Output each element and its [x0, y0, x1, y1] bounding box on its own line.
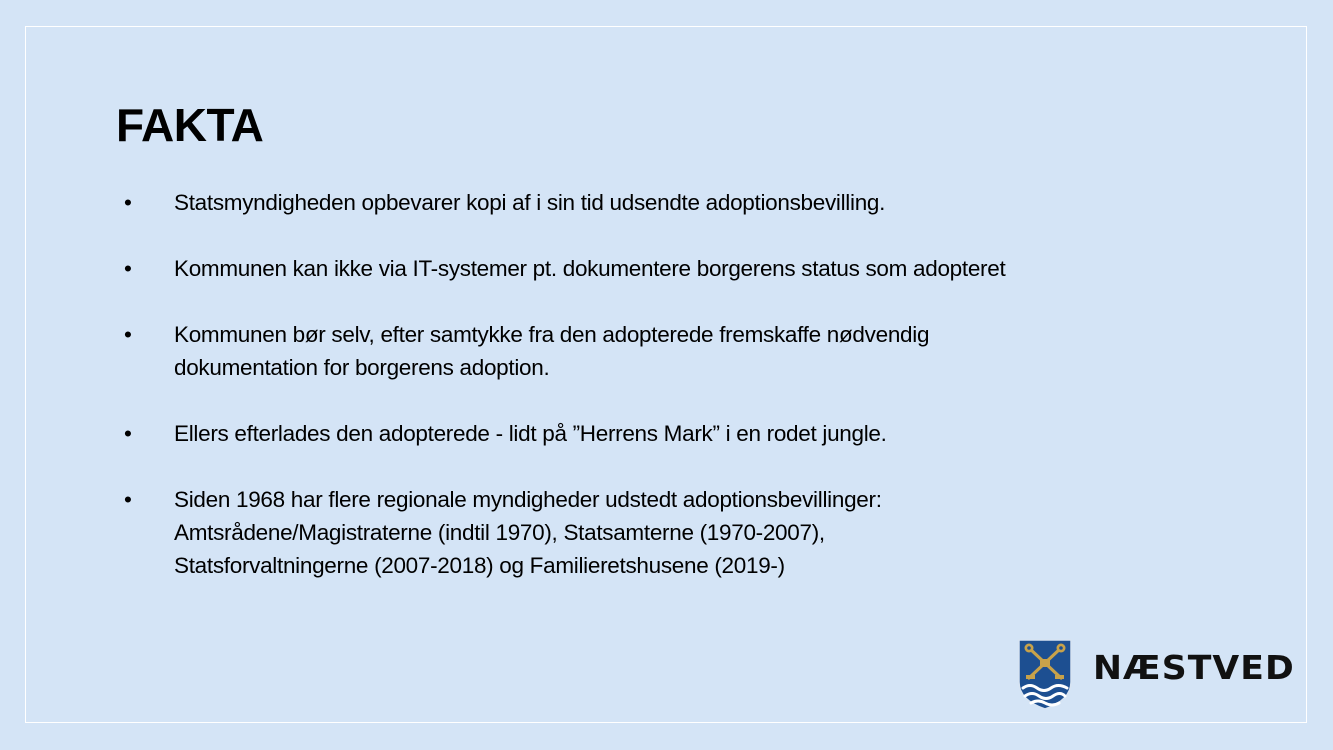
- naestved-logo: [1017, 638, 1295, 712]
- naestved-coat-of-arms-icon: [1017, 638, 1073, 710]
- bullet-marker: •: [124, 256, 132, 281]
- bullet-item: [124, 417, 1224, 450]
- bullet-item: [124, 318, 1224, 384]
- bullet-marker: •: [124, 190, 132, 215]
- bullet-text: Siden 1968 har flere regionale myndigheder udstedt adoptionsbevillinger: Amtsrådene/Magistraterne (indtil 1970), Statsamterne (1970-2007), Statsforvaltningerne (2007-2018) og Familieretshusene (2019-): [174, 487, 882, 578]
- bullet-list: [124, 186, 1224, 615]
- bullet-text: Statsmyndigheden opbevarer kopi af i sin tid udsendte adoptionsbevilling.: [174, 190, 886, 215]
- bullet-text: Kommunen kan ikke via IT-systemer pt. dokumentere borgerens status som adopteret: [174, 256, 1006, 281]
- slide-title: FAKTA: [116, 99, 264, 151]
- bullet-marker: •: [124, 487, 132, 512]
- logo-wordmark: NÆSTVED: [1093, 648, 1295, 687]
- bullet-item: [124, 186, 1224, 219]
- bullet-item: [124, 483, 1224, 582]
- bullet-marker: •: [124, 322, 132, 347]
- bullet-text: Ellers efterlades den adopterede - lidt på ”Herrens Mark” i en rodet jungle.: [174, 421, 887, 446]
- bullet-marker: •: [124, 421, 132, 446]
- bullet-text: Kommunen bør selv, efter samtykke fra den adopterede fremskaffe nødvendig dokumentation for borgerens adoption.: [174, 322, 930, 380]
- bullet-item: [124, 252, 1224, 285]
